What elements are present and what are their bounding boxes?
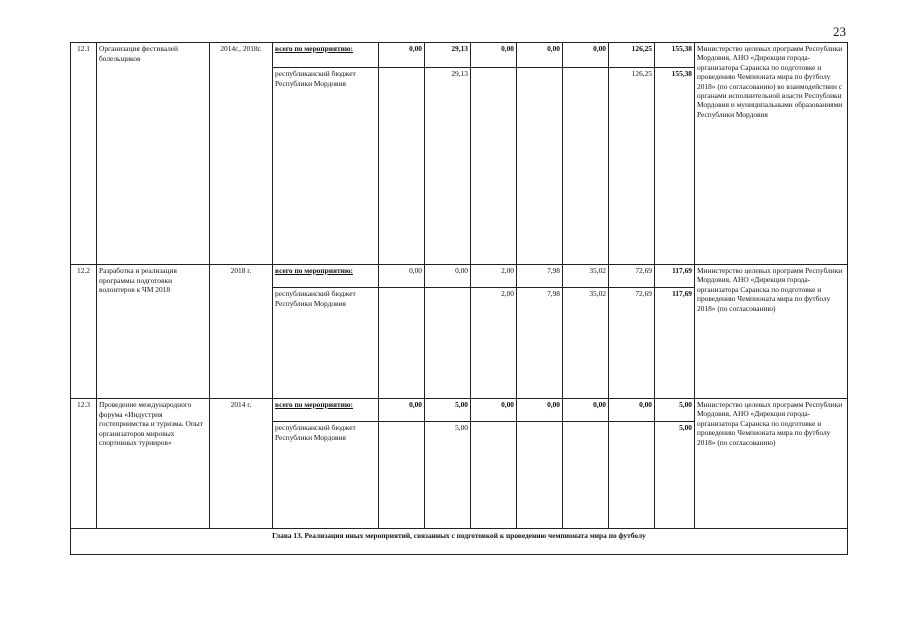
- budget-value: [517, 68, 563, 265]
- budget-value: [563, 68, 609, 265]
- total-value: 0,00: [471, 43, 517, 68]
- row-period: 2014 г.: [210, 399, 273, 529]
- total-value: 0,00: [563, 43, 609, 68]
- budget-value: 72,69: [609, 288, 655, 399]
- budget-value: [379, 68, 425, 265]
- budget-value: 155,38: [655, 68, 695, 265]
- total-value: 0,00: [609, 399, 655, 422]
- budget-value: 2,00: [471, 288, 517, 399]
- row-name: Организация фестивалей болельщиков: [97, 43, 210, 265]
- page-number: 23: [833, 24, 846, 39]
- table-row: [71, 265, 848, 288]
- budget-label: республиканский бюджет Республики Мордовия: [273, 422, 379, 529]
- total-value: 7,98: [517, 265, 563, 288]
- budget-value: 7,98: [517, 288, 563, 399]
- total-value: 35,02: [563, 265, 609, 288]
- total-value: 0,00: [425, 265, 471, 288]
- chapter-heading: Глава 13. Реализация иных мероприятий, связанных с подготовкой к проведению чемпионата мира по футболу: [71, 529, 848, 555]
- total-value: 0,00: [517, 43, 563, 68]
- budget-value: [609, 422, 655, 529]
- budget-value: [425, 288, 471, 399]
- total-value: 2,00: [471, 265, 517, 288]
- budget-value: [471, 68, 517, 265]
- budget-value: [379, 422, 425, 529]
- total-label: всего по мероприятию:: [273, 265, 379, 288]
- total-value: 0,00: [379, 43, 425, 68]
- row-name: Разработка и реализация программы подготовки волонтеров к ЧМ 2018: [97, 265, 210, 399]
- budget-label: республиканский бюджет Республики Мордовия: [273, 68, 379, 265]
- budget-value: [379, 288, 425, 399]
- table-row: [71, 399, 848, 422]
- total-value: 72,69: [609, 265, 655, 288]
- budget-label: республиканский бюджет Республики Мордовия: [273, 288, 379, 399]
- total-value: 155,38: [655, 43, 695, 68]
- total-value: 29,13: [425, 43, 471, 68]
- total-value: 0,00: [471, 399, 517, 422]
- responsible-party: Министерство целевых программ Республики Мордовия, АНО «Дирекция города-организатора Саранска по подготовке и проведению Чемпионата мира по футболу 2018» (по согласованию) во взаимодействии с органами исполнительной власти Республики Мордовия и муниципальными образованиями Республики Мордовия: [695, 43, 848, 265]
- chapter-row: [71, 529, 848, 555]
- budget-value: [517, 422, 563, 529]
- row-name: Проведение международного форума «Индустрия гостеприимства и туризма. Опыт организаторов мировых спортивных турниров»: [97, 399, 210, 529]
- responsible-party: Министерство целевых программ Республики Мордовия, АНО «Дирекция города-организатора Саранска по подготовке и проведению Чемпионата мира по футболу 2018» (по согласованию): [695, 265, 848, 399]
- total-value: 126,25: [609, 43, 655, 68]
- row-id: 12.1: [71, 43, 97, 265]
- total-value: 5,00: [655, 399, 695, 422]
- budget-value: 117,69: [655, 288, 695, 399]
- budget-value: [563, 422, 609, 529]
- budget-value: 5,00: [655, 422, 695, 529]
- responsible-party: Министерство целевых программ Республики Мордовия, АНО «Дирекция города-организатора Саранска по подготовке и проведению Чемпионата мира по футболу 2018» (по согласованию): [695, 399, 848, 529]
- row-period: 2014г., 2018г.: [210, 43, 273, 265]
- total-value: 0,00: [563, 399, 609, 422]
- total-value: 0,00: [379, 265, 425, 288]
- table-row: [71, 43, 848, 68]
- total-value: 5,00: [425, 399, 471, 422]
- total-label: всего по мероприятию:: [273, 43, 379, 68]
- budget-value: 29,13: [425, 68, 471, 265]
- row-period: 2018 г.: [210, 265, 273, 399]
- budget-value: 35,02: [563, 288, 609, 399]
- total-value: 0,00: [379, 399, 425, 422]
- total-label: всего по мероприятию:: [273, 399, 379, 422]
- row-id: 12.2: [71, 265, 97, 399]
- total-value: 0,00: [517, 399, 563, 422]
- row-id: 12.3: [71, 399, 97, 529]
- total-value: 117,69: [655, 265, 695, 288]
- budget-value: 5,00: [425, 422, 471, 529]
- budget-value: 126,25: [609, 68, 655, 265]
- budget-table: [70, 42, 848, 555]
- budget-value: [471, 422, 517, 529]
